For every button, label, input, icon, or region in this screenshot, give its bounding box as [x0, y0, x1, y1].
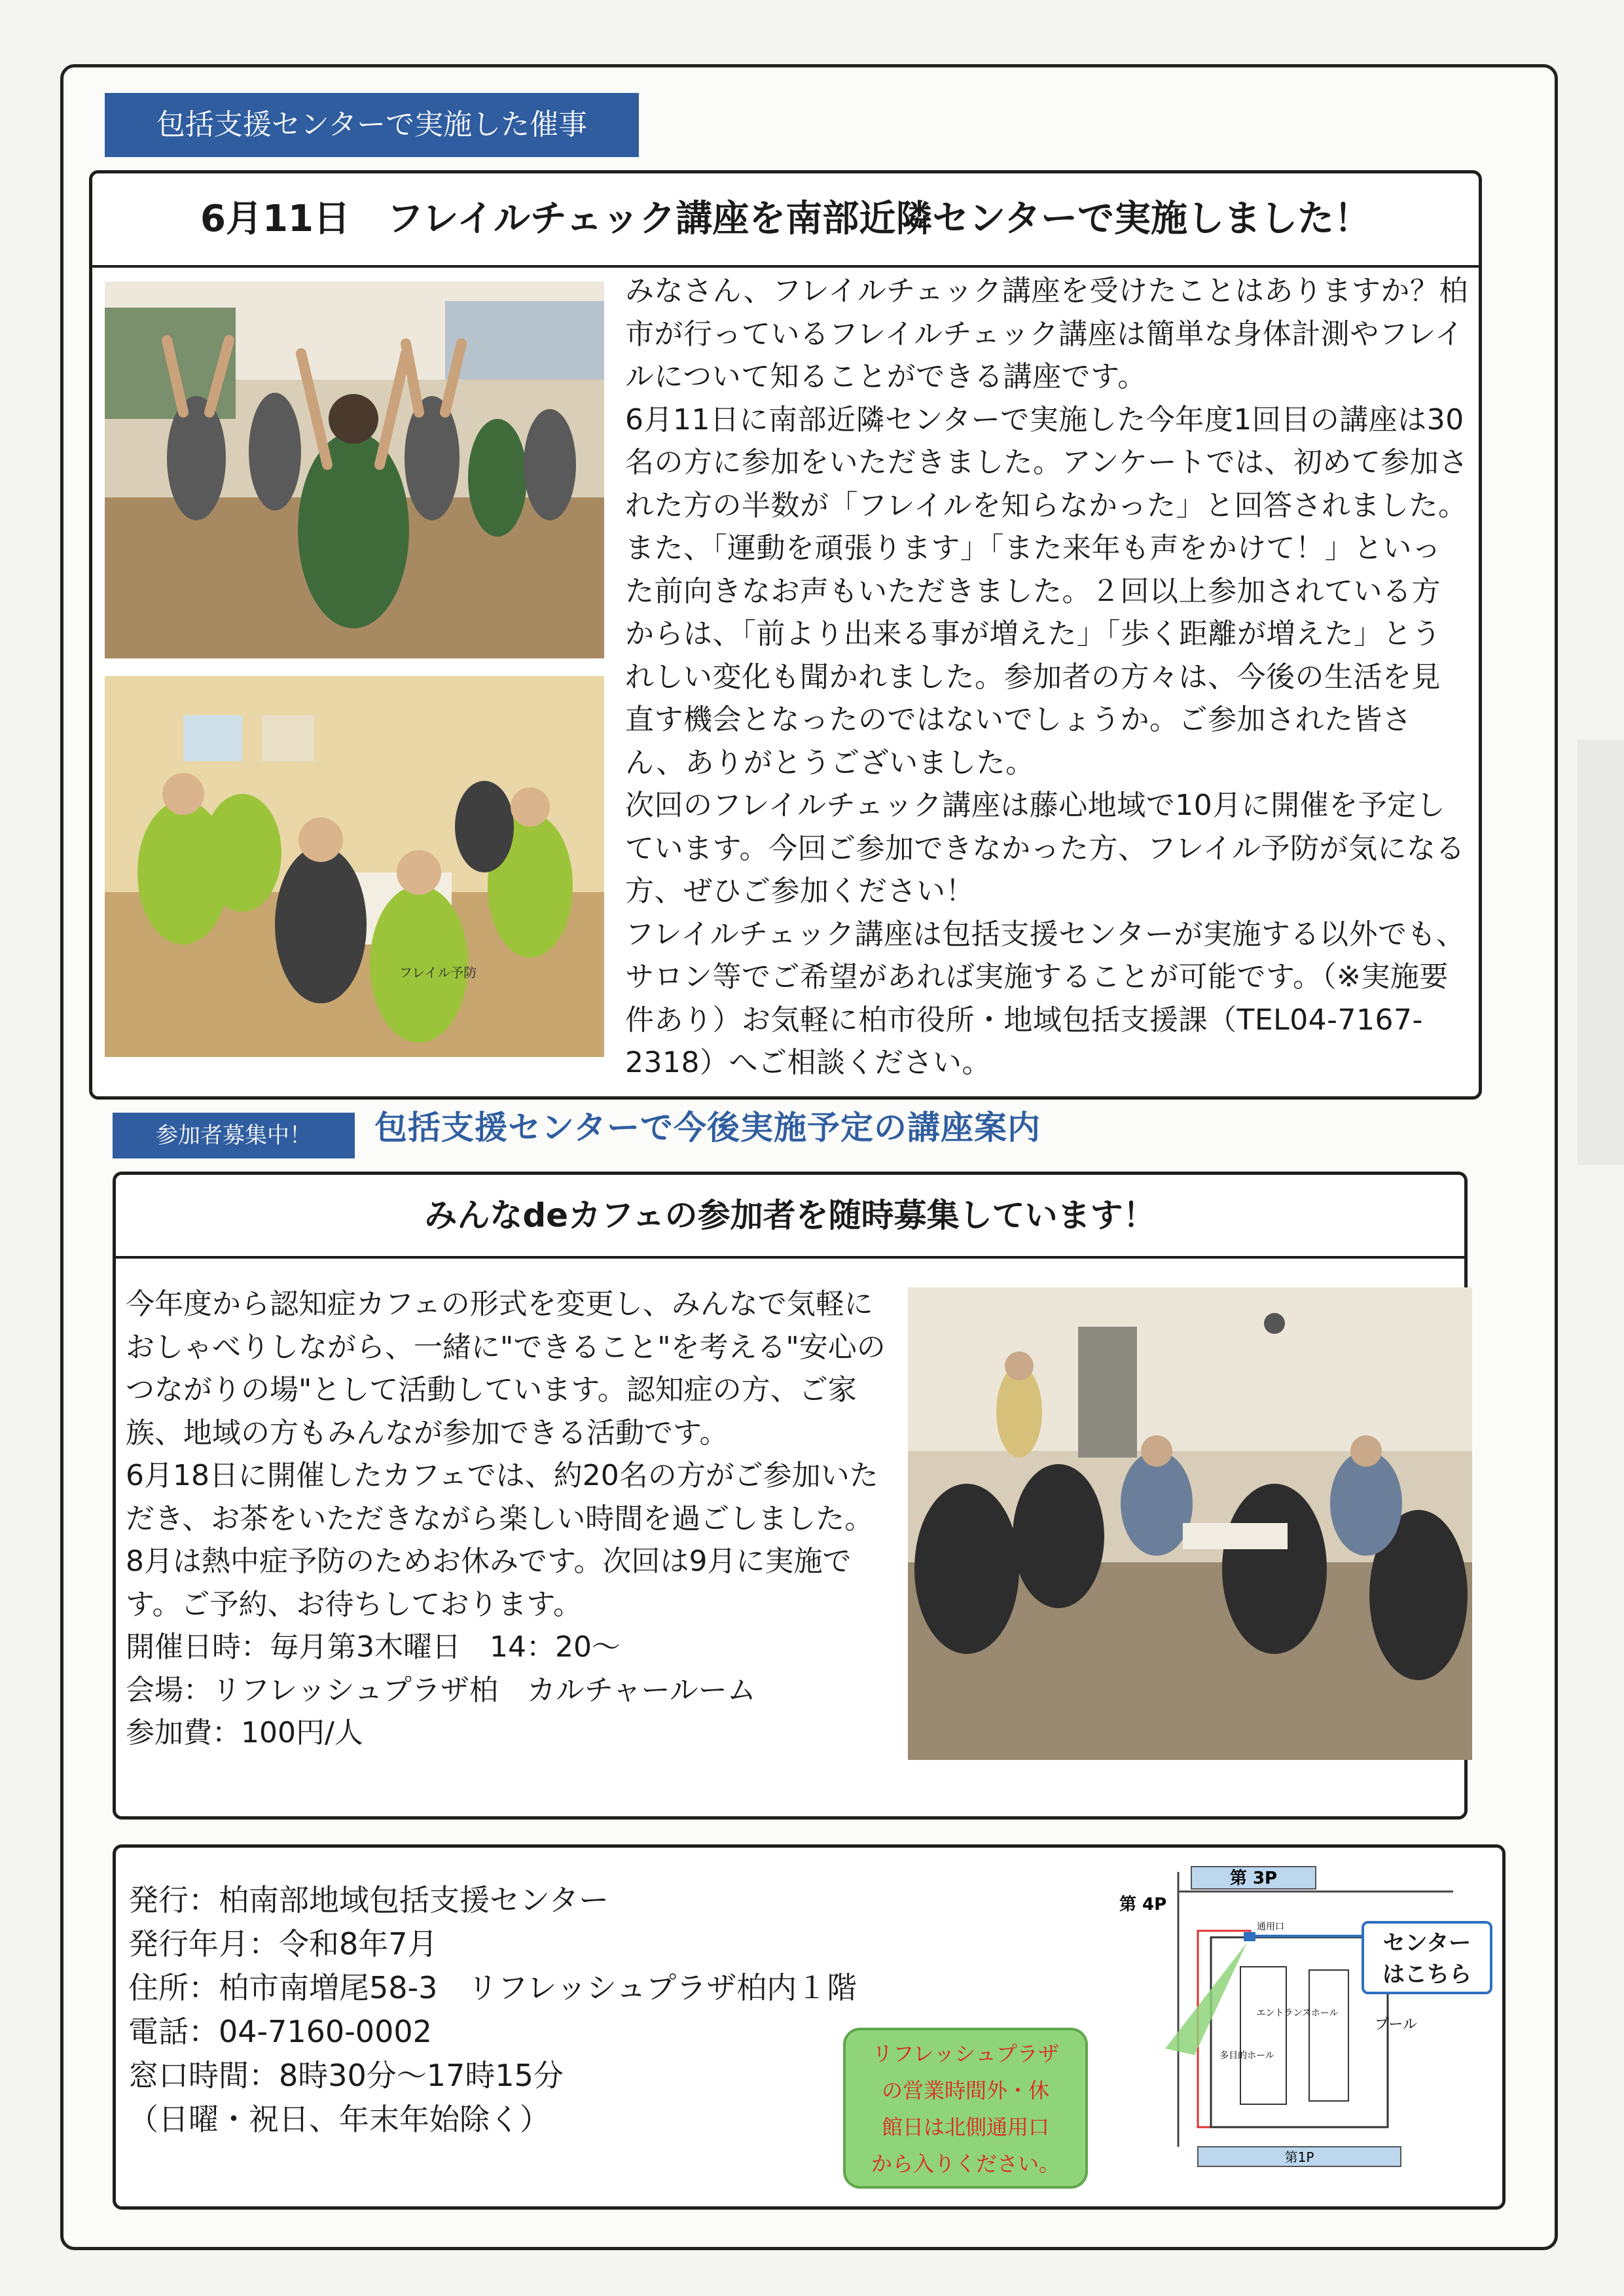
access-map	[1113, 1859, 1492, 2173]
cafe-photo	[908, 1287, 1472, 1760]
article-title: 6月11日 フレイルチェック講座を南部近隣センターで実施しました！	[92, 173, 1479, 268]
upcoming-courses-heading: 包括支援センターで今後実施予定の講座案内	[374, 1109, 1041, 1147]
publisher-info	[128, 1878, 857, 2142]
cafe-title: みんなdeカフェの参加者を随時募集しています！	[116, 1175, 1464, 1259]
recruiting-tag: 参加者募集中！	[113, 1113, 355, 1158]
paragraph: 6月11日に南部近隣センターで実施した今年度1回目の講座は30名の方に参加をいただきました。アンケートでは、初めて参加された方の半数が「フレイルを知らなかった」と回答されました。また、「運動を頑張ります」「また来年も声をかけて！」といった前向きなお声もいただきました。２回以上参加されている方からは、「前より出来る事が増えた」「歩く距離が増えた」とうれしい変化も聞かれました。参加者の方々は、今後の生活を見直す機会となったのではないでしょうか。ご参加された皆さん、ありがとうございました。	[625, 403, 1468, 780]
venue-line: 会場：リフレッシュプラザ柏 カルチャールーム	[126, 1673, 756, 1707]
office-hours: 窓口時間：8時30分～17時15分	[128, 2058, 564, 2093]
phone: 電話：04-7160-0002	[128, 2014, 432, 2049]
map-label-pool: プール	[1375, 2017, 1417, 2033]
map-label-entrance: エントランスホール	[1256, 2008, 1339, 2018]
paragraph: フレイルチェック講座は包括支援センターが実施する以外でも、サロン等でご希望があれば実施することが可能です。（※実施要件あり）お気軽に柏市役所・地域包括支援課（TEL04-7167-2318）へご相談ください。	[625, 917, 1466, 1079]
after-hours-callout	[843, 2028, 1088, 2189]
callout-line: 館日は北側通用口	[881, 2115, 1049, 2140]
map-label-parking-4: 第 4P	[1119, 1895, 1167, 1914]
paragraph: 今年度から認知症カフェの形式を変更し、みんなで気軽におしゃべりしながら、一緒に"できること"を考える"安心のつながりの場"として活動しています。認知症の方、ご家族、地域の方もみんなが参加できる活動です。	[126, 1287, 886, 1450]
map-label-service-entrance: 通用口	[1257, 1922, 1284, 1932]
fee-line: 参加費：100円/人	[126, 1716, 363, 1749]
paragraph: 6月18日に開催したカフェでは、約20名の方がご参加いただき、お茶をいただきながら楽しい時間を過ごしました。8月は熱中症予防のためお休みです。次回は9月に実施です。ご予約、お待ちしております。	[126, 1459, 878, 1621]
center-location-label	[1362, 1921, 1492, 1994]
map-label-parking-1: 第1P	[1284, 2149, 1314, 2165]
issue-date: 発行年月：令和8年7月	[128, 1926, 438, 1962]
exercise-photo	[105, 281, 604, 658]
section-tag-past-events: 包括支援センターで実施した催事	[105, 93, 639, 157]
center-label-line2: はこちら	[1382, 1962, 1471, 1988]
scan-edge	[1578, 740, 1624, 1165]
schedule-line: 開催日時：毎月第3木曜日 14：20～	[126, 1630, 621, 1664]
group-table-photo	[105, 676, 604, 1057]
callout-line: リフレッシュプラザ	[872, 2041, 1059, 2066]
paragraph: 次回のフレイルチェック講座は藤心地域で10月に開催を予定しています。今回ご参加できなかった方、フレイル予防が気になる方、ぜひご参加ください！	[625, 789, 1466, 908]
publisher: 発行：柏南部地域包括支援センター	[128, 1882, 609, 1918]
callout-line: から入りください。	[871, 2151, 1060, 2176]
article-body	[625, 270, 1470, 1085]
center-label-line1: センター	[1382, 1930, 1471, 1956]
paragraph: みなさん、フレイルチェック講座を受けたことはありますか？柏市が行っているフレイルチェック講座は簡単な身体計測やフレイルについて知ることができる講座です。	[625, 274, 1468, 393]
callout-line: の営業時間外・休	[881, 2078, 1049, 2103]
cafe-body	[126, 1283, 892, 1755]
office-hours-note: （日曜・祝日、年末年始除く）	[128, 2102, 550, 2137]
shirt-label: フレイル予防	[399, 965, 477, 980]
map-label-hall: 多目的ホール	[1219, 2051, 1274, 2061]
address: 住所：柏市南増尾58-3 リフレッシュプラザ柏内１階	[128, 1970, 857, 2005]
map-label-parking-3: 第 3P	[1229, 1869, 1278, 1888]
